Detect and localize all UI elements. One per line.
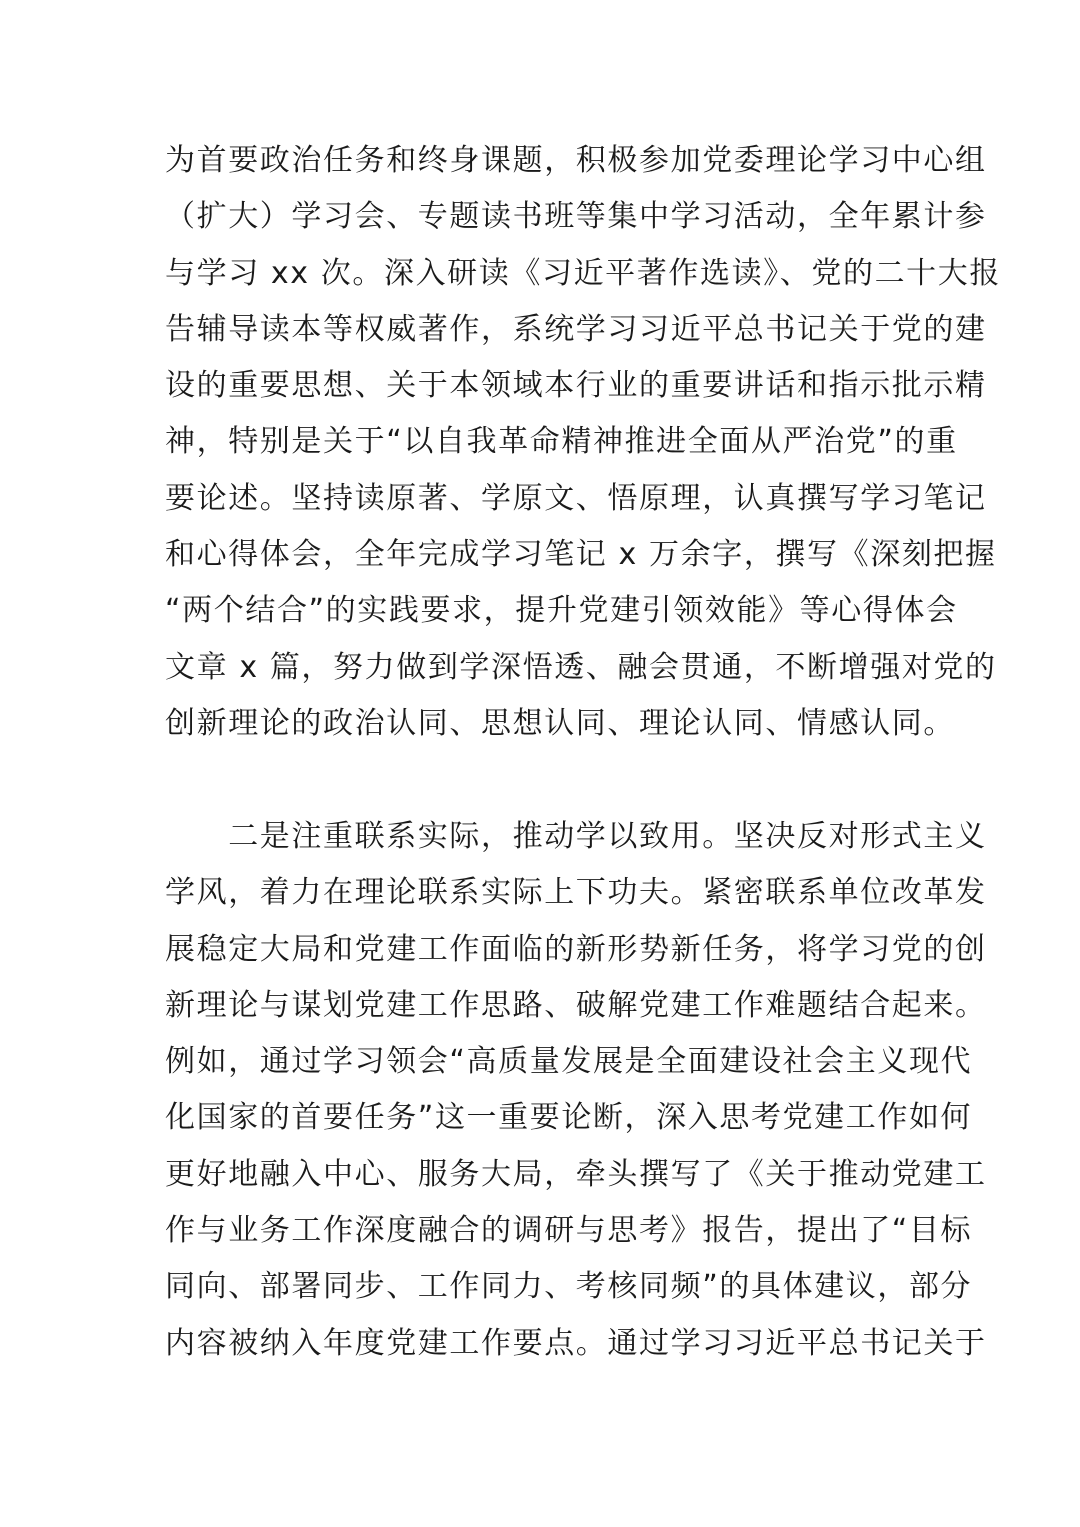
text-line: 新理论与谋划党建工作思路、破解党建工作难题结合起来。 — [165, 987, 987, 1023]
text-line: 学风，着力在理论联系实际上下功夫。紧密联系单位改革发 — [165, 875, 987, 911]
text-line: 更好地融入中心、服务大局，牵头撰写了《关于推动党建工 — [165, 1156, 987, 1192]
text-line: 告辅导读本等权威著作，系统学习习近平总书记关于党的建 — [165, 311, 987, 347]
text-line: 作与业务工作深度融合的调研与思考》报告，提出了“目标 — [165, 1213, 973, 1249]
text-line: 二是注重联系实际，推动学以致用。坚决反对形式主义 — [165, 819, 987, 854]
text-line: （扩大）学习会、专题读书班等集中学习活动，全年累计参 — [165, 199, 987, 235]
text-line: 内容被纳入年度党建工作要点。通过学习习近平总书记关于 — [165, 1325, 987, 1361]
text-line: 创新理论的政治认同、思想认同、理论认同、情感认同。 — [165, 705, 955, 741]
text-line: 为首要政治任务和终身课题，积极参加党委理论学习中心组 — [165, 143, 987, 178]
text-line: 例如，通过学习领会“高质量发展是全面建设社会主义现代 — [165, 1044, 973, 1080]
text-line: 化国家的首要任务”这一重要论断，深入思考党建工作如何 — [165, 1100, 973, 1136]
text-line: 同向、部署同步、工作同力、考核同频”的具体建议，部分 — [165, 1269, 973, 1305]
text-line: 文章 x 篇，努力做到学深悟透、融会贯通，不断增强对党的 — [165, 649, 997, 685]
text-line: 要论述。坚持读原著、学原文、悟原理，认真撰写学习笔记 — [165, 480, 987, 516]
text-line: 设的重要思想、关于本领域本行业的重要讲话和指示批示精 — [165, 368, 987, 404]
text-line: 展稳定大局和党建工作面临的新形势新任务，将学习党的创 — [165, 931, 987, 967]
text-line: 神，特别是关于“以自我革命精神推进全面从严治党”的重 — [165, 424, 958, 460]
text-line: 和心得体会，全年完成学习笔记 x 万余字，撰写《深刻把握 — [165, 537, 997, 573]
paragraph-study-theory — [165, 133, 1001, 752]
paragraph-apply-to-practice — [165, 809, 987, 1372]
text-line: 与学习 xx 次。深入研读《习近平著作选读》、党的二十大报 — [165, 255, 1001, 291]
text-line: “两个结合”的实践要求，提升党建引领效能》等心得体会 — [165, 593, 958, 629]
